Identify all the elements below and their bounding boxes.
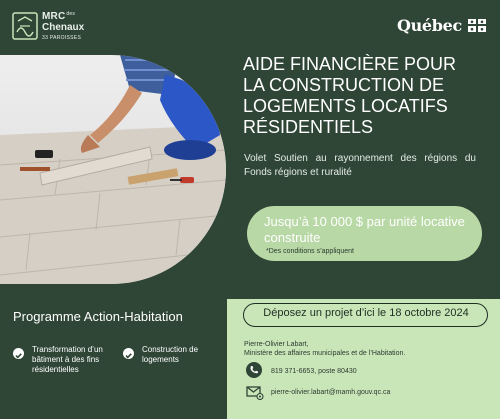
contact-phone[interactable]: 819 371-6653, poste 80430 [271,368,357,375]
hero-photo [0,55,226,284]
quebec-flag-icon [468,19,486,32]
mrc-paroisses: 33 PAROISSES [42,35,82,41]
mrc-chenaux: Chenaux [42,22,85,33]
check-icon [13,348,24,359]
conditions-note: *Des conditions s’appliquent [266,248,354,255]
phone-icon [246,362,262,378]
quebec-wordmark: Québec [396,15,462,35]
deadline-text: Déposez un projet d’ici le 18 octobre 2024 [263,307,469,319]
check-icon [123,348,134,359]
mail-icon [246,386,264,400]
subtitle: Volet Soutien au rayonnement des régions du Fonds régions et ruralité [244,153,476,178]
mrc-des: des [66,11,76,17]
mrc-name: MRC [42,11,66,22]
contact-name: Pierre-Olivier Labart, [244,341,309,348]
amount-text: Jusqu’à 10 000 $ par unité locative construite [264,214,465,245]
program-title: Programme Action-Habitation [13,309,183,324]
contact-email[interactable]: pierre-olivier.labart@mamh.gouv.qc.ca [271,389,391,396]
mrc-logo [12,11,132,43]
main-title: AIDE FINANCIÈRE POUR LA CONSTRUCTION DE LOGEMENTS LOCATIFS RÉSIDENTIELS [243,54,457,137]
feature-transformation: Transformation d’un bâtiment à des fins résidentielles [32,345,103,374]
feature-construction: Construction de logements [142,345,199,364]
mrc-emblem-icon [12,12,38,40]
contact-ministry: Ministère des affaires municipales et de l’Habitation. [244,350,406,357]
quebec-logo [397,16,486,34]
